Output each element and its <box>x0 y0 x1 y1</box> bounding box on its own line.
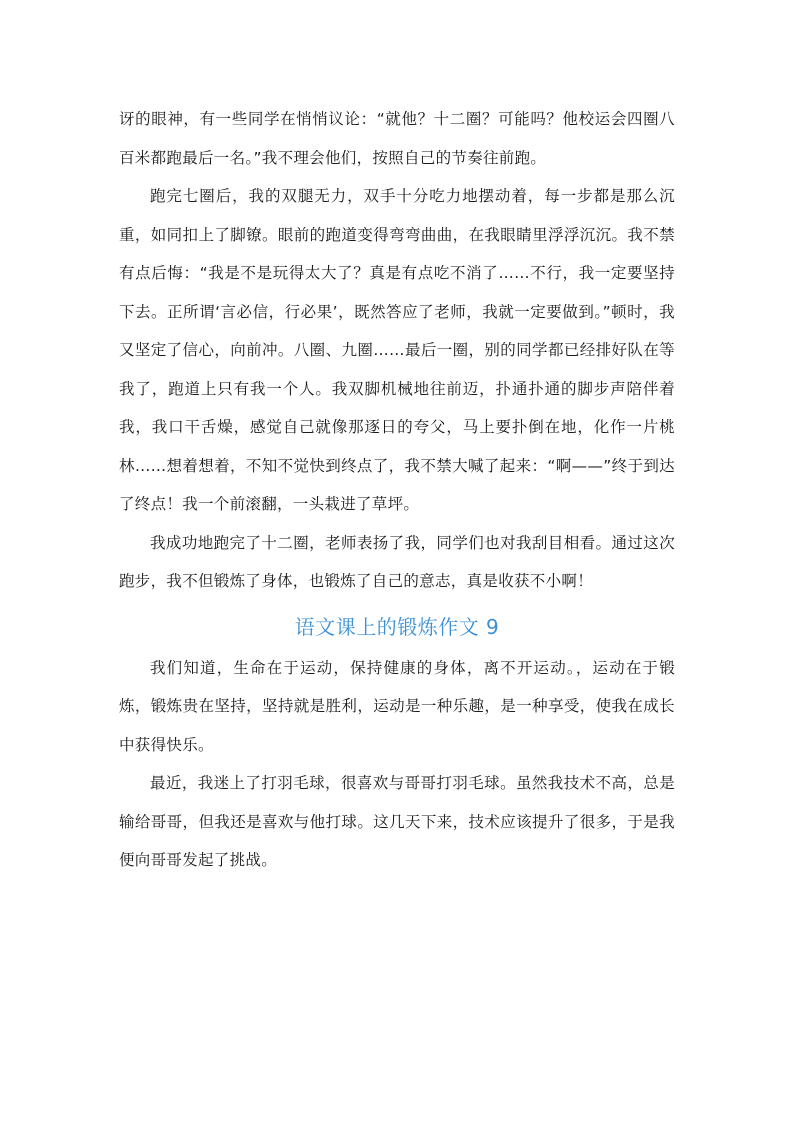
paragraph-intro: 我们知道，生命在于运动，保持健康的身体，离不开运动。，运动在于锻炼，锻炼贵在坚持，坚持就是胜利，运动是一种乐趣，是一种享受，使我在成长中获得快乐。 <box>119 658 675 754</box>
essay-heading: 语文课上的锻炼作文 9 <box>294 614 500 639</box>
document-body <box>119 100 675 880</box>
paragraph-running-struggle: 跑完七圈后，我的双腿无力，双手十分吃力地摆动着，每一步都是那么沉重，如同扣上了脚镣。眼前的跑道变得弯弯曲曲，在我眼睛里浮浮沉沉。我不禁有点后悔：“我是不是玩得太大了？真是有点吃不消了……不行，我一定要坚持下去。正所谓‘言必信，行必果’，既然答应了老师，我就一定要做到。”顿时，我又坚定了信心，向前冲。八圈、九圈……最后一圈，别的同学都已经排好队在等我了，跑道上只有我一个人。我双脚机械地往前迈，扑通扑通的脚步声陪伴着我，我口干舌燥，感觉自己就像那逐日的夸父，马上要扑倒在地，化作一片桃林……想着想着，不知不觉快到终点了，我不禁大喊了起来：“啊——”终于到达了终点！我一个前滚翻，一头栽进了草坪。 <box>119 187 675 513</box>
paragraph-badminton: 最近，我迷上了打羽毛球，很喜欢与哥哥打羽毛球。虽然我技术不高，总是输给哥哥，但我还是喜欢与他打球。这几天下来，技术应该提升了很多，于是我便向哥哥发起了挑战。 <box>119 774 675 869</box>
paragraph-conclusion: 我成功地跑完了十二圈，老师表扬了我，同学们也对我刮目相看。通过这次跑步，我不但锻炼了身体，也锻炼了自己的意志，真是收获不小啊！ <box>119 533 675 590</box>
paragraph-continuation: 讶的眼神，有一些同学在悄悄议论：“就他？十二圈？可能吗？他校运会四圈八百米都跑最后一名。”我不理会他们，按照自己的节奏往前跑。 <box>119 110 675 167</box>
